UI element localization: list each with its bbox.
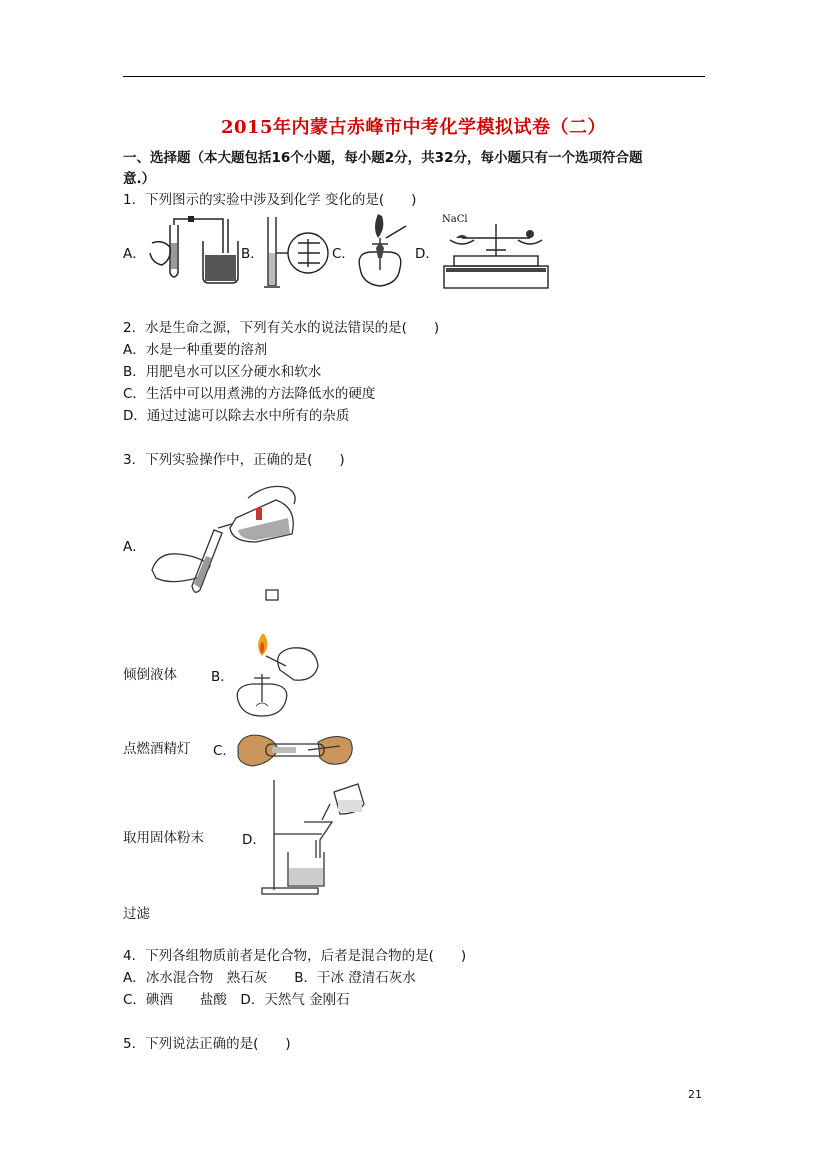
q3-caption-d: 过滤 [123,906,150,922]
q3-option-c-label: C． [213,743,236,759]
balance-nacl-label: NaCl [442,214,468,225]
q3-figure-b [232,630,324,718]
header-rule [123,76,705,77]
q2-option-d: D．通过过滤可以除去水中所有的杂质 [123,408,350,424]
q1-option-d-label: D． [415,246,439,262]
q3-caption-c: 取用固体粉末 [123,830,204,846]
q2-option-b: B．用肥皂水可以区分硬水和软水 [123,364,322,380]
q4-stem: 4．下列各组物质前者是化合物，后者是混合物的是( ) [123,948,467,964]
q3-caption-b: 点燃酒精灯 [123,741,191,757]
q3-figure-a [148,478,298,608]
q3-stem: 3．下列实验操作中，正确的是( ) [123,452,345,468]
q1-figure-d [440,210,552,292]
q1-stem: 1．下列图示的实验中涉及到化学 变化的是( ) [123,192,417,208]
q2-option-a: A．水是一种重要的溶剂 [123,342,268,358]
q1-figure-a [148,213,240,289]
q3-caption-a: 倾倒液体 [123,667,177,683]
q3-figure-d [260,774,366,898]
q4-options-line2: C．碘酒 盐酸 D．天然气 金刚石 [123,992,350,1008]
q1-option-a-label: A． [123,246,146,262]
q2-option-c: C．生活中可以用煮沸的方法降低水的硬度 [123,386,376,402]
q2-stem: 2．水是生命之源，下列有关水的说法错误的是( ) [123,320,440,336]
page-number: 21 [688,1088,702,1101]
q3-figure-c [236,728,356,772]
page-title: 2015年内蒙古赤峰市中考化学模拟试卷（二） [220,117,607,138]
q1-option-c-label: C． [332,246,355,262]
q1-option-b-label: B． [241,246,264,262]
q3-option-a-label: A． [123,539,146,555]
q1-figure-b [262,213,330,291]
q4-options-line1: A．冰水混合物 熟石灰 B．干冰 澄清石灰水 [123,970,416,986]
q1-figure-c [352,208,412,292]
section-heading-line2: 意.） [123,171,156,187]
q5-stem: 5．下列说法正确的是( ) [123,1036,291,1052]
section-heading-line1: 一、选择题（本大题包括16个小题，每小题2分，共32分，每小题只有一个选项符合题 [123,150,643,166]
q3-option-b-label: B． [211,669,234,685]
q3-option-d-label: D． [242,832,266,848]
